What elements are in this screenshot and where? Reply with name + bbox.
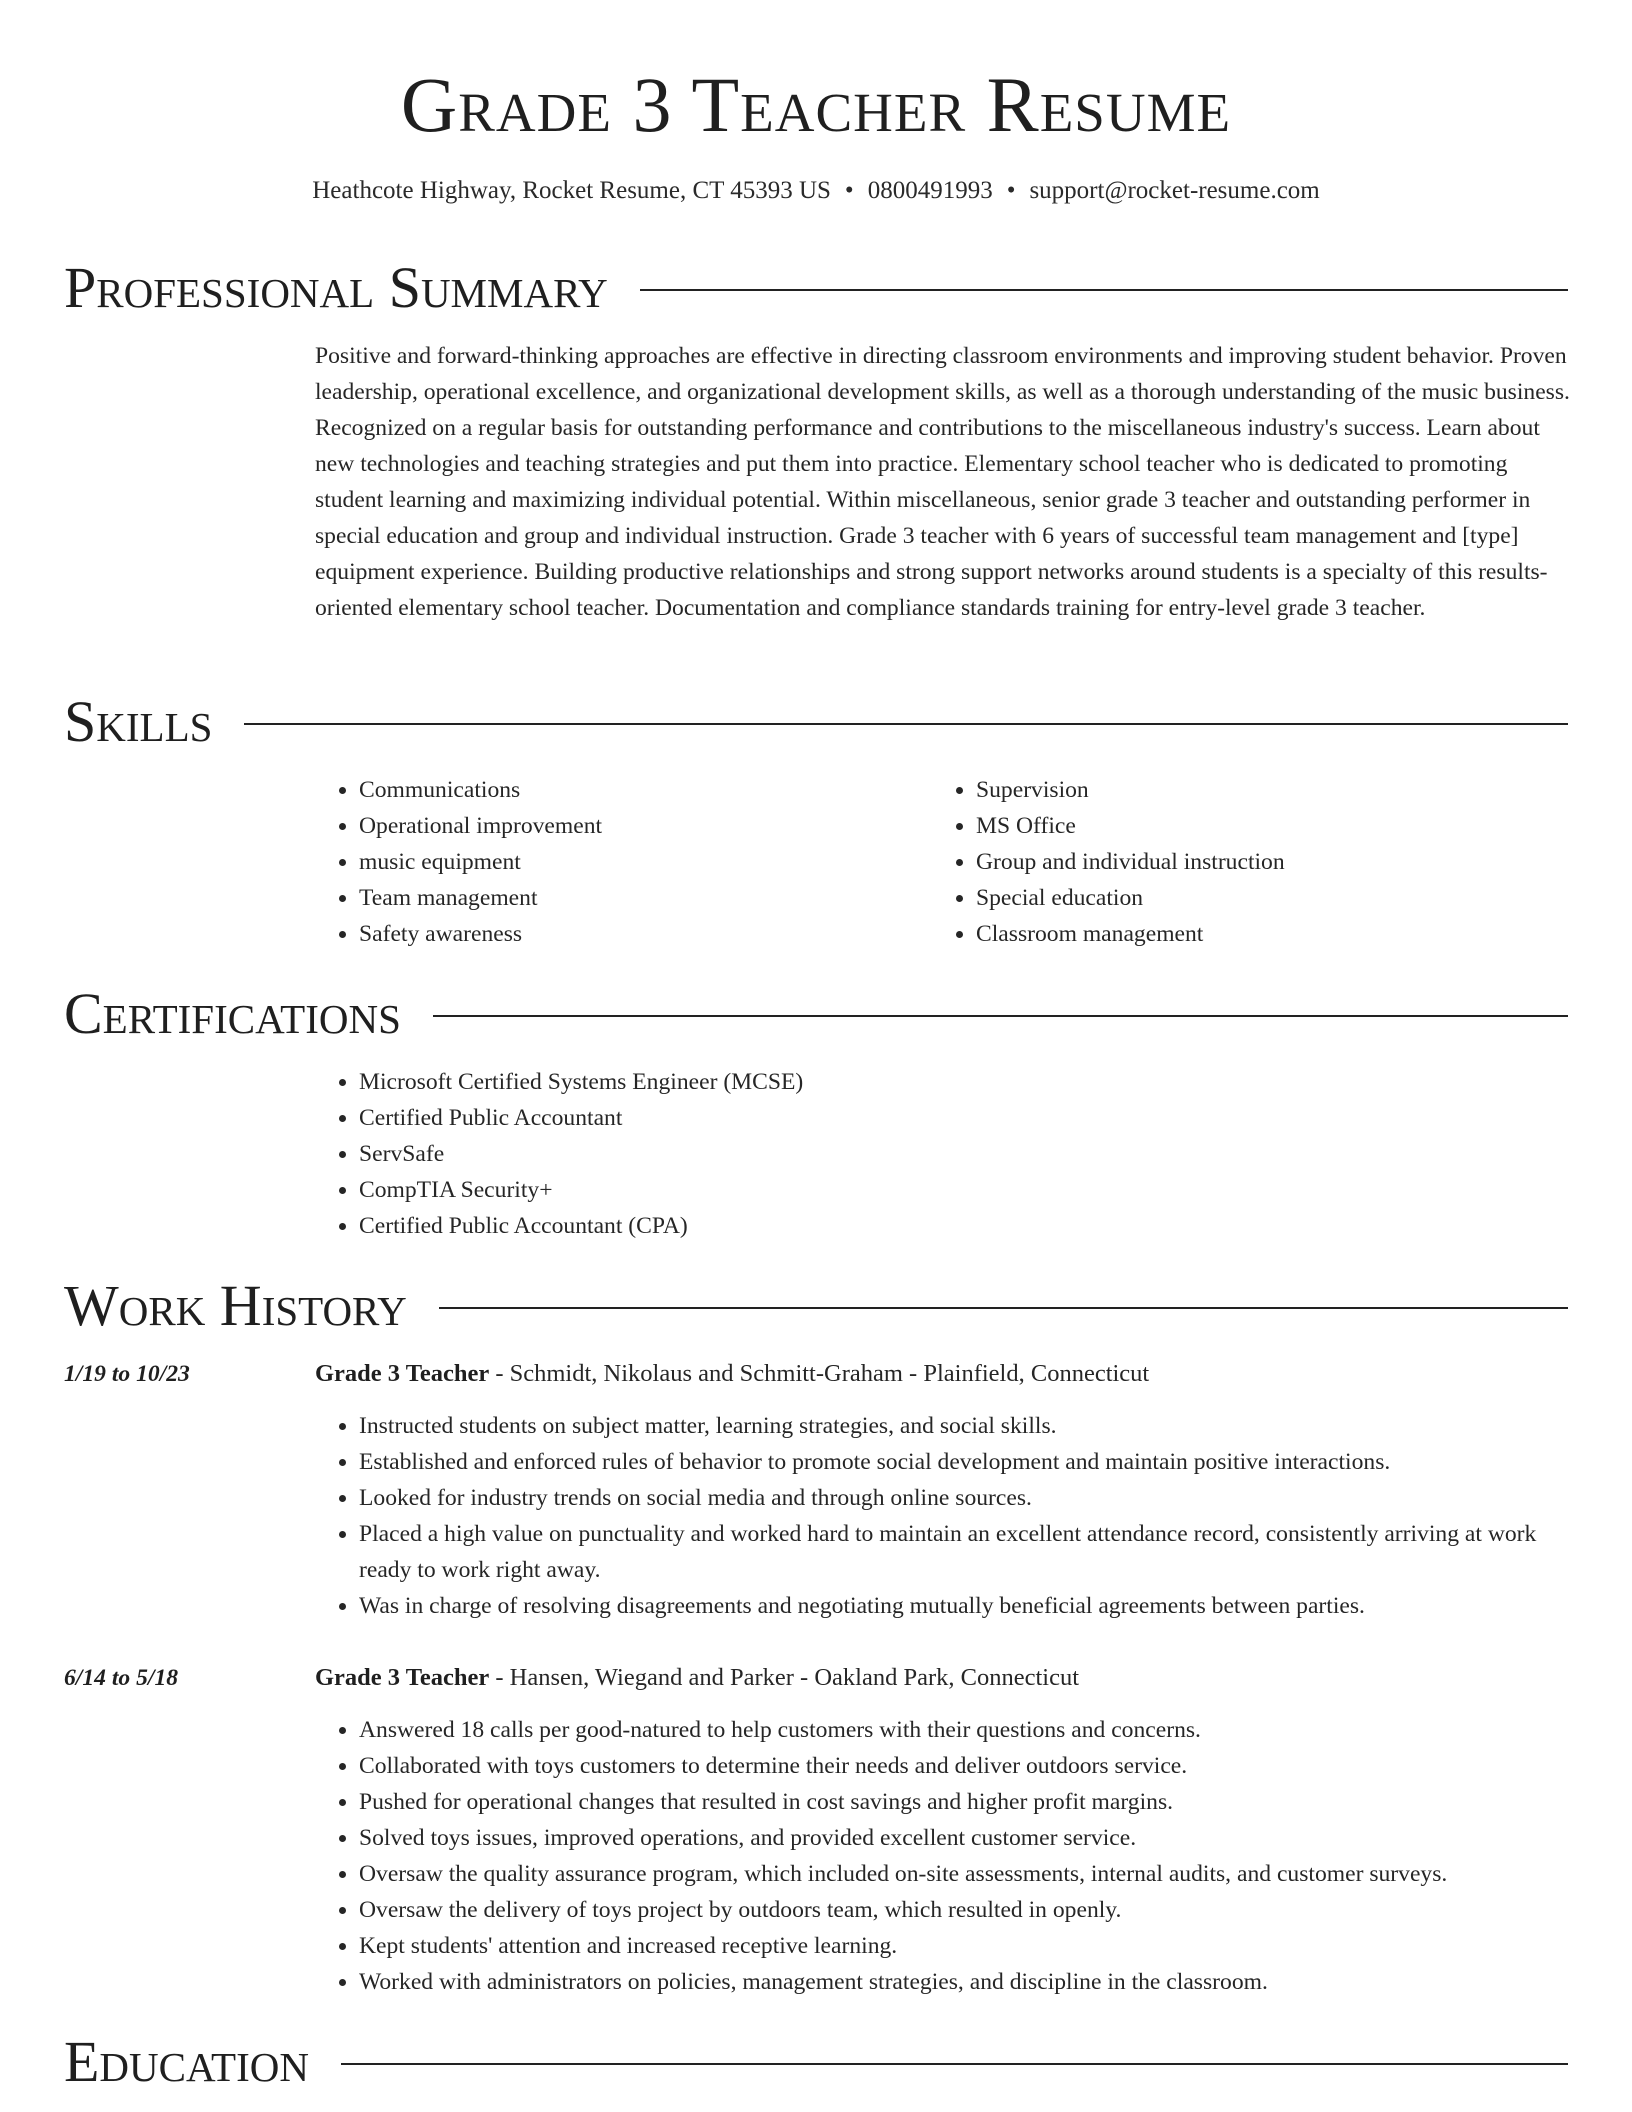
section-divider [640,289,1568,291]
skill-item: • Operational improvement [359,808,875,844]
skill-item: • Supervision [976,772,1492,808]
page-title: Grade 3 Teacher Resume [400,61,1232,148]
skill-item: • music equipment [359,844,875,880]
certifications-list [315,1064,1315,1244]
section-title: Certifications [64,981,401,1046]
certification-item: • CompTIA Security+ [359,1172,1315,1208]
job-bullets [315,1712,1577,2000]
job-dates: 1/19 to 10/23 [64,1361,190,1387]
job-bullet: • Kept students' attention and increased receptive learning. [359,1928,1577,1964]
job-bullet: • Oversaw the delivery of toys project by outdoors team, which resulted in openly. [359,1892,1577,1928]
skill-item: • Safety awareness [359,916,875,952]
contact-email: support@rocket-resume.com [1029,177,1320,204]
section-header-education [64,2028,1568,2096]
section-divider [244,723,1568,725]
job-bullet: • Worked with administrators on policies, management strategies, and discipline in the classroom. [359,1964,1577,2000]
job-company: - Hansen, Wiegand and Parker - Oakland Park, Connecticut [489,1664,1080,1691]
job-heading [315,1356,1149,1392]
section-title: Skills [64,689,213,754]
section-title: Work History [64,1273,407,1338]
skills-column-right [932,772,1492,952]
job-bullet: • Oversaw the quality assurance program, which included on-site assessments, internal audits, and customer surveys. [359,1856,1577,1892]
skill-item: • MS Office [976,808,1492,844]
certification-item: • Certified Public Accountant (CPA) [359,1208,1315,1244]
job-dates: 6/14 to 5/18 [64,1665,179,1691]
summary-text: Positive and forward-thinking approaches are effective in directing classroom environments and improving student behavior. Proven leadership, operational excellence, and organizational development skills, as well as a thorough understanding of the music business. Recognized on a regular basis for outstanding performance and contributions to the miscellaneous industry's success. Learn about new technologies and teaching strategies and put them into practice. Elementary school teacher who is dedicated to promoting student learning and maximizing individual potential. Within miscellaneous, senior grade 3 teacher and outstanding performer in special education and group and individual instruction. Grade 3 teacher with 6 years of successful team management and [type] equipment experience. Building productive relationships and strong support networks around students is a specialty of this results-oriented elementary school teacher. Documentation and compliance standards training for entry-level grade 3 teacher. [315,343,1570,621]
skill-item: • Team management [359,880,875,916]
contact-separator: • [1006,177,1016,204]
job-bullet: • Solved toys issues, improved operations, and provided excellent customer service. [359,1820,1577,1856]
job-company: - Schmidt, Nikolaus and Schmitt-Graham - Plainfield, Connecticut [489,1360,1150,1387]
section-header-summary [64,254,1568,322]
section-title: Professional Summary [64,255,608,320]
certification-item: • Microsoft Certified Systems Engineer (MCSE) [359,1064,1315,1100]
section-divider [433,1015,1568,1017]
job-title: Grade 3 Teacher [315,1360,490,1387]
certification-item: • Certified Public Accountant [359,1100,1315,1136]
job-bullet: • Placed a high value on punctuality and worked hard to maintain an excellent attendance record, consistently arriving at work ready to work right away. [359,1516,1577,1588]
certification-item: • ServSafe [359,1136,1315,1172]
contact-phone: 0800491993 [867,177,993,204]
skill-item: • Group and individual instruction [976,844,1492,880]
section-divider [341,2063,1568,2065]
job-bullet: • Was in charge of resolving disagreements and negotiating mutually beneficial agreements between parties. [359,1588,1577,1624]
job-title: Grade 3 Teacher [315,1664,490,1691]
skills-column-left [315,772,875,952]
skill-item: • Special education [976,880,1492,916]
job-bullet: • Looked for industry trends on social media and through online sources. [359,1480,1577,1516]
section-title: Education [64,2029,309,2094]
skill-item: • Communications [359,772,875,808]
section-header-work-history [64,1272,1568,1340]
contact-separator: • [844,177,854,204]
contact-line [0,174,1632,208]
contact-address: Heathcote Highway, Rocket Resume, CT 45393 US [312,177,831,204]
job-bullets [315,1408,1577,1624]
job-bullet: • Answered 18 calls per good-natured to help customers with their questions and concerns. [359,1712,1577,1748]
section-header-certifications [64,980,1568,1048]
job-bullet: • Instructed students on subject matter, learning strategies, and social skills. [359,1408,1577,1444]
job-bullet: • Pushed for operational changes that resulted in cost savings and higher profit margins. [359,1784,1577,1820]
section-divider [439,1307,1568,1309]
job-bullet: • Established and enforced rules of behavior to promote social development and maintain positive interactions. [359,1444,1577,1480]
job-bullet: • Collaborated with toys customers to determine their needs and deliver outdoors service. [359,1748,1577,1784]
section-header-skills [64,688,1568,756]
job-heading [315,1660,1079,1696]
skill-item: • Classroom management [976,916,1492,952]
